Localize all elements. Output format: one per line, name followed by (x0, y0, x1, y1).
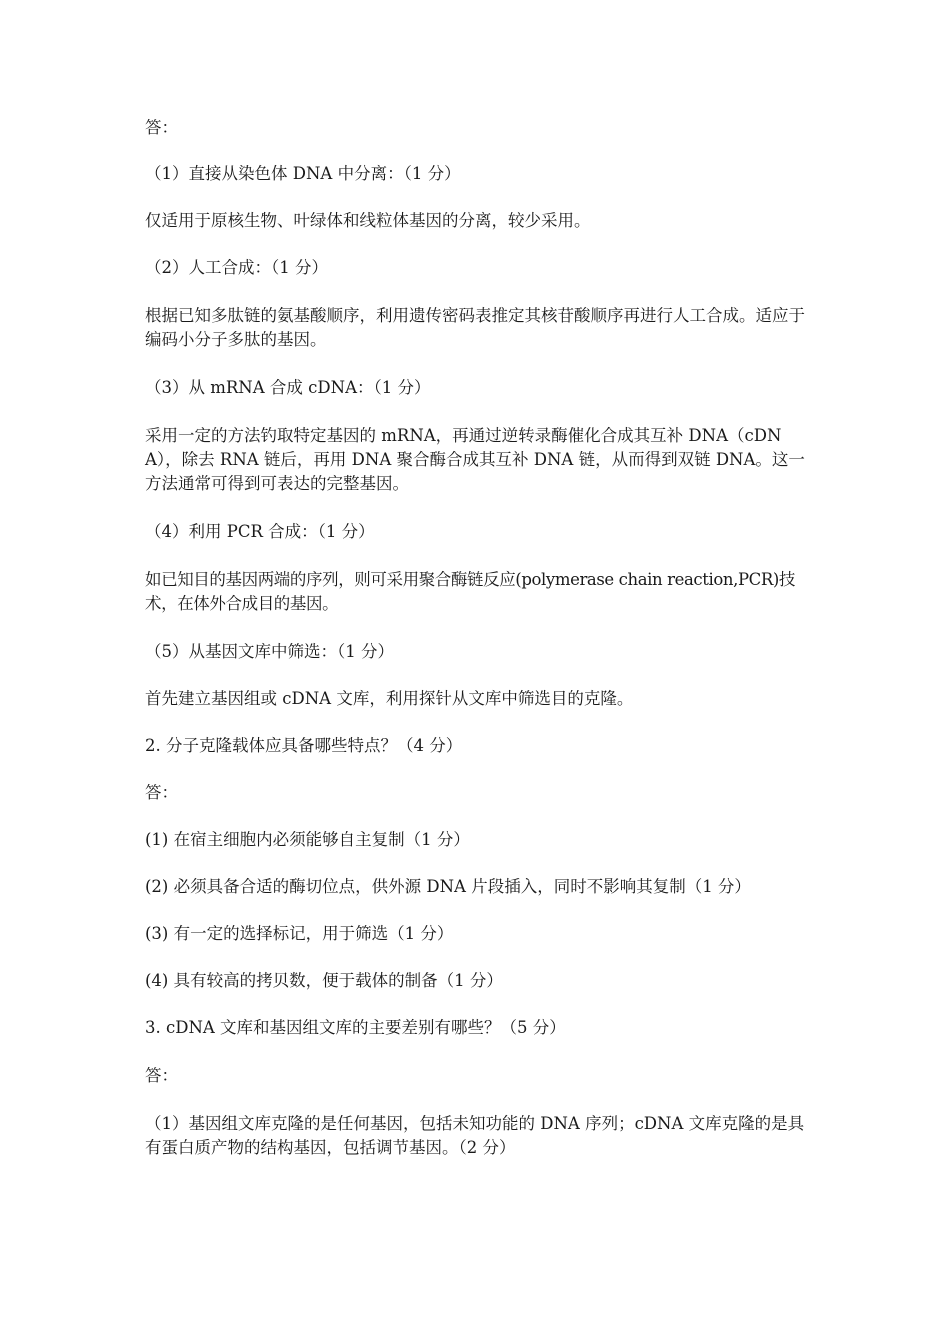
question-3: 3. cDNA 文库和基因组文库的主要差别有哪些？（5 分） (145, 1018, 566, 1037)
method-3-heading: （3）从 mRNA 合成 cDNA：（1 分） (145, 378, 431, 397)
method-1-heading: （1）直接从染色体 DNA 中分离：（1 分） (145, 164, 461, 183)
method-2-text: 根据已知多肽链的氨基酸顺序，利用遗传密码表推定其核苷酸顺序再进行人工合成。适应于编码小分子多肽的基因。 (145, 306, 805, 349)
question-2: 2. 分子克隆载体应具备哪些特点？（4 分） (145, 736, 463, 755)
method-3-text: 采用一定的方法钓取特定基因的 mRNA，再通过逆转录酶催化合成其互补 DNA（cDNA），除去 RNA 链后，再用 DNA 聚合酶合成其互补 DNA 链，从而得到双链 DNA。这一方法通常可得到可表达的完整基因。 (145, 426, 805, 493)
method-4-heading: （4）利用 PCR 合成：（1 分） (145, 522, 375, 541)
answer-label-2: 答： (145, 783, 178, 802)
method-5-text: 首先建立基因组或 cDNA 文库，利用探针从文库中筛选目的克隆。 (145, 689, 634, 708)
method-4-text: 如已知目的基因两端的序列，则可采用聚合酶链反应(polymerase chain reaction,PCR)技术，在体外合成目的基因。 (145, 570, 796, 613)
library-difference-1: （1）基因组文库克隆的是任何基因，包括未知功能的 DNA 序列；cDNA 文库克隆的是具有蛋白质产物的结构基因，包括调节基因。（2 分） (145, 1114, 805, 1157)
method-2-heading: （2）人工合成：（1 分） (145, 258, 328, 277)
method-1-text: 仅适用于原核生物、叶绿体和线粒体基因的分离，较少采用。 (145, 211, 591, 230)
vector-feature-3: (3) 有一定的选择标记，用于筛选（1 分） (145, 924, 454, 943)
method-5-heading: （5）从基因文库中筛选：（1 分） (145, 642, 394, 661)
answer-label-3: 答： (145, 1066, 178, 1085)
answer-label: 答： (145, 118, 178, 137)
vector-feature-2: (2) 必须具备合适的酶切位点，供外源 DNA 片段插入，同时不影响其复制（1 分） (145, 877, 751, 896)
vector-feature-1: (1) 在宿主细胞内必须能够自主复制（1 分） (145, 830, 470, 849)
vector-feature-4: (4) 具有较高的拷贝数，便于载体的制备（1 分） (145, 971, 503, 990)
